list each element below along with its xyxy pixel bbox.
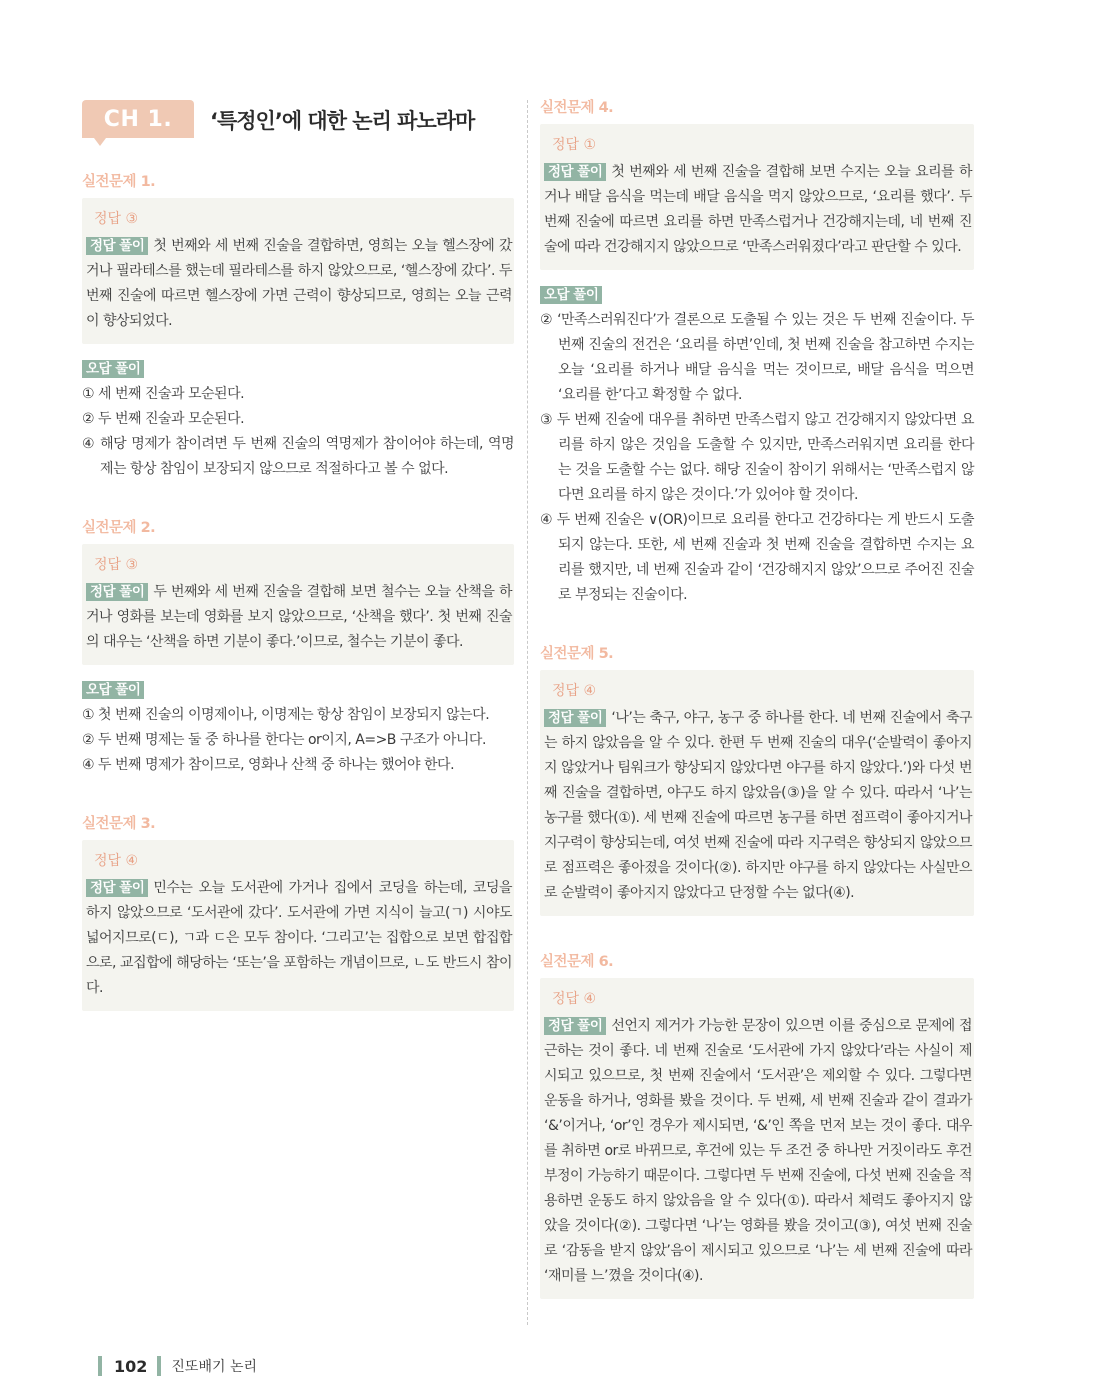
answer-line: 정답 ③ [94,557,139,573]
answer-explanation [84,876,512,1001]
page-footer [98,1355,257,1377]
right-column [540,96,974,1299]
problem-3 [82,812,514,1011]
answer-explanation [542,160,972,260]
answer-explanation [542,706,972,906]
wrong-item: ④ 해당 명제가 참이려면 두 번째 진술의 역명제가 참이어야 하는데, 역명제는 항상 참임이 보장되지 않으므로 적절하다고 볼 수 없다. [82,436,514,477]
answer-line: 정답 ④ [552,683,597,699]
left-column [82,170,514,1011]
answer-explain-badge: 정답 풀이 [86,237,148,255]
problem-4 [540,96,974,608]
answer-explain-badge: 정답 풀이 [544,709,606,727]
explanation-text: 첫 번째와 세 번째 진술을 결합하면, 영희는 오늘 헬스장에 갔거나 필라테스를 했는데 필라테스를 하지 않았으므로, ‘헬스장에 갔다’. 두 번째 진술에 따르면 헬스장에 가면 근력이 향상되므로, 영희는 오늘 근력이 향상되었다. [86,238,512,329]
wrong-item: ④ 두 번째 명제가 참이므로, 영화나 산책 중 하나는 했어야 한다. [82,757,455,773]
problem-title: 실전문제 2. [82,520,156,536]
problem-title: 실전문제 5. [540,646,614,662]
wrong-explain-badge: 오답 풀이 [82,360,144,378]
problem-6 [540,950,974,1299]
answer-box [82,840,514,1011]
wrong-explain-badge: 오답 풀이 [540,286,602,304]
wrong-item: ② ‘만족스러워진다’가 결론으로 도출될 수 있는 것은 두 번째 진술이다. 두 번째 진술의 전건은 ‘요리를 하면’인데, 첫 번째 진술을 참고하면 수지는 오늘 ‘요리를 하거나 배달 음식을 먹는 것이므로, 배달 음식을 먹으면 ‘요리를 한’다고 확정할 수 없다. [540,312,974,403]
wrong-item: ③ 두 번째 진술에 대우를 취하면 만족스럽지 않고 건강해지지 않았다면 요리를 하지 않은 것임을 도출할 수 있지만, 만족스러워지면 요리를 한다는 것을 도출할 수는 없다. 해당 진술이 참이기 위해서는 ‘만족스럽지 않다면 요리를 하지 않은 것이다.’가 있어야 할 것이다. [540,412,974,503]
wrong-item: ② 두 번째 진술과 모순된다. [82,411,245,427]
answer-box [82,544,514,665]
answer-line: 정답 ④ [94,853,139,869]
problem-title: 실전문제 3. [82,816,156,832]
footer-bar [157,1356,161,1376]
answer-box [82,198,514,344]
wrong-list [540,308,974,608]
wrong-list [82,703,514,778]
wrong-item: ① 첫 번째 진술의 이명제이나, 이명제는 항상 참임이 보장되지 않는다. [82,707,490,723]
answer-box [540,124,974,270]
wrong-explain-heading [540,284,974,304]
footer-bar [98,1356,102,1376]
problem-2 [82,516,514,778]
explanation-text: 두 번째와 세 번째 진술을 결합해 보면 철수는 오늘 산책을 하거나 영화를 보는데 영화를 보지 않았으므로, ‘산책을 했다’. 첫 번째 진술의 대우는 ‘산책을 하면 기분이 좋다.’이므로, 철수는 기분이 좋다. [86,584,512,650]
problem-5 [540,642,974,916]
wrong-explain-badge: 오답 풀이 [82,681,144,699]
chapter-header [82,100,522,140]
answer-explanation [84,580,512,655]
wrong-item: ② 두 번째 명제는 둘 중 하나를 한다는 or이지, A=>B 구조가 아니다. [82,732,486,748]
problem-title: 실전문제 4. [540,100,614,116]
wrong-item: ④ 두 번째 진술은 ∨(OR)이므로 요리를 한다고 건강하다는 게 반드시 도출되지 않는다. 또한, 세 번째 진술과 첫 번째 진술을 결합하면 수지는 요리를 했지만, 네 번째 진술과 같이 ‘건강해지지 않았’으므로 주어진 진술로 부정되는 진술이다. [540,512,974,603]
wrong-explain-heading [82,679,514,699]
column-divider [527,100,528,1325]
answer-line: 정답 ③ [94,211,139,227]
answer-explain-badge: 정답 풀이 [544,163,606,181]
explanation-text: 민수는 오늘 도서관에 가거나 집에서 코딩을 하는데, 코딩을 하지 않았으므로 ‘도서관에 갔다’. 도서관에 가면 지식이 늘고(ㄱ) 시야도 넓어지므로(ㄷ), ㄱ과 ㄷ은 모두 참이다. ‘그리고’는 집합으로 보면 합집합으로, 교집합에 해당하는 ‘또는’을 포함하는 개념이므로, ㄴ도 반드시 참이다. [86,880,512,996]
chapter-tab: CH 1. [82,100,194,138]
explanation-text: 선언지 제거가 가능한 문장이 있으면 이를 중심으로 문제에 접근하는 것이 좋다. 네 번째 진술로 ‘도서관에 가지 않았다’라는 사실이 제시되고 있으므로, 첫 번째 진술에서 ‘도서관’은 제외할 수 있다. 그렇다면 운동을 하거나, 영화를 봤을 것이다. 두 번째, 세 번째 진술과 같이 결과가 ‘&’이거나, ‘or’인 경우가 제시되면, ‘&’인 쪽을 먼저 보는 것이 좋다. 대우를 취하면 or로 바뀌므로, 후건에 있는 두 조건 중 하나만 거짓이라도 후건 부정이 가능하기 때문이다. 그렇다면 두 번째 진술에, 다섯 번째 진술을 적용하면 운동도 하지 않았음을 알 수 있다(①). 따라서 체력도 좋아지지 않았을 것이다(②). 그렇다면 ‘나’는 영화를 봤을 것이고(③), 여섯 번째 진술로 ‘감동을 받지 않았’음이 제시되고 있으므로 ‘나’는 세 번째 진술에 따라 ‘재미를 느’꼈을 것이다(④). [544,1018,972,1284]
wrong-explain-heading [82,358,514,378]
problem-title: 실전문제 1. [82,174,156,190]
wrong-item: ① 세 번째 진술과 모순된다. [82,386,245,402]
answer-line: 정답 ④ [552,991,597,1007]
answer-explain-badge: 정답 풀이 [86,583,148,601]
answer-line: 정답 ① [552,137,597,153]
answer-explanation [84,234,512,334]
answer-explain-badge: 정답 풀이 [86,879,148,897]
book-title: 진또배기 논리 [171,1359,258,1375]
page-number: 102 [114,1356,148,1376]
problem-title: 실전문제 6. [540,954,614,970]
chapter-title: ‘특정인’에 대한 논리 파노라마 [210,109,475,133]
explanation-text: ‘나’는 축구, 야구, 농구 중 하나를 한다. 네 번째 진술에서 축구는 하지 않았음을 알 수 있다. 한편 두 번째 진술의 대우(‘순발력이 좋아지지 않았거나 팀워크가 향상되지 않았다면 야구를 하지 않았다.’)와 다섯 번째 진술을 결합하면, 야구도 하지 않았음(③)을 알 수 있다. 따라서 ‘나’는 농구를 했다(①). 세 번째 진술에 따르면 농구를 하면 점프력이 좋아지거나 지구력이 향상되는데, 여섯 번째 진술에 따라 지구력은 향상되지 않았으므로 점프력은 좋아졌을 것이다(②). 하지만 야구를 하지 않았다는 사실만으로 순발력이 좋아지지 않았다고 단정할 수는 없다(④). [544,710,972,901]
answer-box [540,670,974,916]
answer-explanation [542,1014,972,1289]
wrong-list [82,382,514,482]
answer-box [540,978,974,1299]
problem-1 [82,170,514,482]
explanation-text: 첫 번째와 세 번째 진술을 결합해 보면 수지는 오늘 요리를 하거나 배달 음식을 먹는데 배달 음식을 먹지 않았으므로, ‘요리를 했다’. 두 번째 진술에 따르면 요리를 하면 만족스럽거나 건강해지는데, 네 번째 진술에 따라 건강해지지 않았으므로 ‘만족스러워졌다’라고 판단할 수 있다. [544,164,972,255]
answer-explain-badge: 정답 풀이 [544,1017,606,1035]
